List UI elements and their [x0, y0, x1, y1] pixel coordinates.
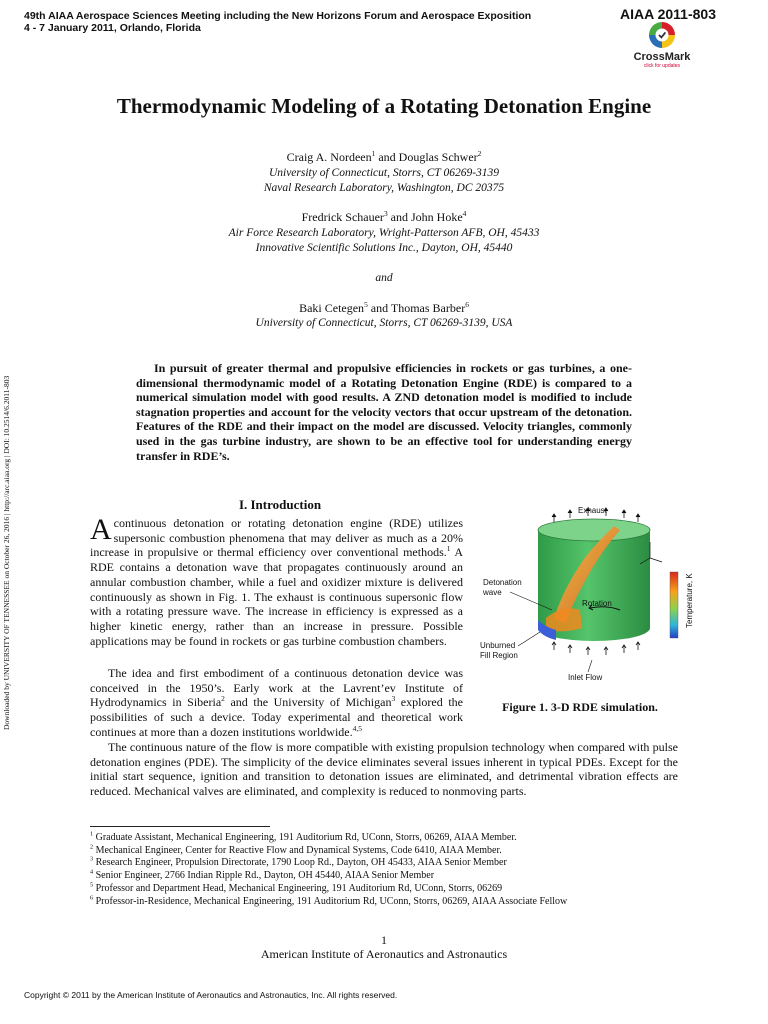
inlet-arrows: [552, 642, 640, 655]
download-strip: [1, 300, 13, 730]
conference-dates: 4 - 7 January 2011, Orlando, Florida: [24, 22, 201, 34]
author-sup: 4: [462, 209, 467, 218]
citation: 1: [446, 544, 451, 554]
and-separator: and: [375, 272, 393, 284]
citation: 2: [221, 694, 225, 704]
affiliation: University of Connecticut, Storrs, CT 06269-3139: [268, 167, 500, 179]
affiliation: Naval Research Laboratory, Washington, DC 20375: [263, 182, 505, 194]
citation: 4,5: [352, 723, 362, 733]
intro-paragraph-3: [90, 740, 678, 798]
author-sup: 6: [465, 300, 469, 309]
label-rotation: Rotation: [582, 599, 612, 608]
section-heading: I. Introduction: [238, 497, 322, 512]
intro-p2-text: and the University of Michigan: [224, 695, 392, 710]
intro-p2-text: explored the possibilities of such a device. Today experimental and theoretical work continues at more than a dozen institutions worldwide.: [90, 695, 463, 739]
conference-title: 49th AIAA Aerospace Sciences Meeting including the New Horizons Forum and Aerospace Exposition: [24, 10, 532, 22]
dropcap: A: [90, 513, 112, 546]
author-name: and Douglas Schwer: [375, 150, 478, 164]
author-line-3: [0, 301, 768, 316]
label-colorbar: Temperature, K: [685, 573, 694, 628]
footnote: [90, 870, 690, 883]
paper-title: Thermodynamic Modeling of a Rotating Detonation Engine: [116, 94, 652, 118]
rde-figure-svg: [470, 500, 698, 690]
author-name: and John Hoke: [387, 210, 463, 224]
page-number: 1: [381, 933, 387, 947]
footnote-text: Research Engineer, Propulsion Directorate, 1790 Loop Rd., Dayton, OH 45433, AIAA Senior Member: [95, 857, 507, 869]
footnote-num: 4: [90, 868, 94, 876]
crossmark-badge[interactable]: [612, 20, 712, 68]
author-name: Craig A. Nordeen: [286, 150, 372, 164]
footnote-num: 2: [90, 843, 94, 851]
conference-header: [24, 10, 531, 34]
footnote-rule: [90, 826, 270, 827]
figure-rde-simulation: [470, 500, 698, 690]
footnote-text: Mechanical Engineer, Center for Reactive Flow and Dynamical Systems, Code 6410, AIAA Member.: [95, 844, 502, 856]
affiliation: Air Force Research Laboratory, Wright-Patterson AFB, OH, 45433: [228, 227, 540, 239]
download-strip-text: Downloaded by UNIVERSITY OF TENNESSEE on October 26, 2016 | http://arc.aiaa.org | DOI: 10.2514/6.2011-803: [2, 375, 11, 730]
author-line-2: [0, 210, 768, 225]
footnote-num: 1: [90, 830, 94, 838]
footnote-text: Senior Engineer, 2766 Indian Ripple Rd., Dayton, OH 45440, AIAA Senior Member: [95, 870, 435, 882]
footnote: [90, 857, 690, 870]
intro-p1-text-cont: A RDE contains a detonation wave that propagates continuously around an annular combustion chamber, while a fuel and oxidizer mixture is delivered continuously as shown in Fig. 1. The exhaust is continuous supersonic flow with a rotating pressure wave. The increase in efficiency is expressed as a higher kinetic energy, rather than an increase in pressure. Possible applications may be found in rockets or gas turbine combustion chambers.: [90, 545, 463, 648]
author-name: and Thomas Barber: [367, 301, 466, 315]
footnote-text: Graduate Assistant, Mechanical Engineering, 191 Auditorium Rd, UConn, Storrs, 06269, AIAA Member.: [95, 832, 517, 843]
crossmark-icon: [647, 20, 677, 50]
footnote-num: 5: [90, 881, 94, 889]
copyright-notice: Copyright © 2011 by the American Institute of Aeronautics and Astronautics, Inc. All rights reserved.: [24, 990, 398, 1000]
author-sup: 3: [383, 209, 388, 218]
footnote-num: 6: [90, 894, 94, 902]
author-sup: 5: [364, 300, 368, 309]
institute-footer: American Institute of Aeronautics and Astronautics: [260, 947, 508, 961]
intro-paragraph-1: [90, 513, 463, 648]
rde-top-surface: [538, 519, 650, 541]
label-fill-region: Fill Region: [480, 651, 518, 660]
affiliation: Innovative Scientific Solutions Inc., Dayton, OH, 45440: [255, 242, 513, 254]
footnote: [90, 845, 690, 858]
intro-paragraph-2: [90, 666, 463, 740]
temperature-colorbar: [670, 572, 678, 638]
affiliation: University of Connecticut, Storrs, CT 06269-3139, USA: [255, 317, 513, 329]
crossmark-sub: click for updates: [643, 63, 681, 69]
author-sup: 2: [477, 149, 482, 158]
label-unburned: Unburned: [480, 641, 516, 650]
paper-id: AIAA 2011-803: [620, 6, 716, 22]
footnotes: [90, 832, 690, 908]
abstract: [136, 361, 632, 463]
footnote-text: Professor and Department Head, Mechanical Engineering, 191 Auditorium Rd, UConn, Storrs, 06269: [95, 882, 503, 894]
author-sup: 1: [371, 149, 376, 158]
author-name: Fredrick Schauer: [301, 210, 384, 224]
label-wave: wave: [483, 588, 502, 597]
crossmark-label: CrossMark: [633, 51, 691, 63]
label-exhaust: Exhaust: [578, 506, 607, 515]
footnote-num: 3: [90, 856, 94, 864]
footnote: [90, 896, 690, 909]
figure-caption: Figure 1. 3-D RDE simulation.: [502, 700, 658, 714]
citation: 3: [391, 694, 396, 704]
footnote-text: Professor-in-Residence, Mechanical Engineering, 191 Auditorium Rd, UConn, Storrs, 06269, AIAA Associate Fellow: [95, 895, 568, 907]
inlet-leader: [588, 660, 592, 672]
label-inlet-flow: Inlet Flow: [568, 673, 603, 682]
abstract-text: In pursuit of greater thermal and propulsive efficiencies in rockets or gas turbines, a one-dimensional thermodynamic model of a Rotating Detonation Engine (RDE) is compared to a numerical simulation model with good results. A ZND detonation model is modified to include stagnation properties and account for the velocity vectors that occur upstream of the detonation. Features of the RDE and their impact on the model are discussed. Velocity triangles, commonly used in the gas turbine industry, are shown to be an effective tool for understanding energy transfer in RDE’s.: [136, 361, 632, 463]
unburned-leader: [518, 632, 540, 646]
intro-p2-text: The idea and first embodiment of a continuous detonation device was conceived in the 1950’s. Early work at the Lavrent’ev Institute of Hydrodynamics in Siberia: [90, 666, 463, 710]
author-name: Baki Cetegen: [299, 301, 365, 315]
intro-p3-text: The continuous nature of the flow is more compatible with existing propulsion technology when compared with pulse detonation engines (PDE). The simplicity of the device eliminates several issues inherent in typical PDEs. Except for the initial start sequence, ignition and transition to detonation issues are eliminated, and detrimental vibration effects are reduced. Mechanical valves are eliminated, and complexity is reduced to nonmoving parts.: [90, 740, 678, 798]
footnote: [90, 832, 690, 845]
footnote: [90, 883, 690, 896]
intro-p1-text: continuous detonation or rotating detonation engine (RDE) utilizes supersonic combustion phenomena that may deliver as much as a 20% increase in propulsive or thermal efficiency over conventional methods.: [90, 516, 463, 560]
label-detonation: Detonation: [483, 578, 522, 587]
author-line-1: [0, 150, 768, 165]
